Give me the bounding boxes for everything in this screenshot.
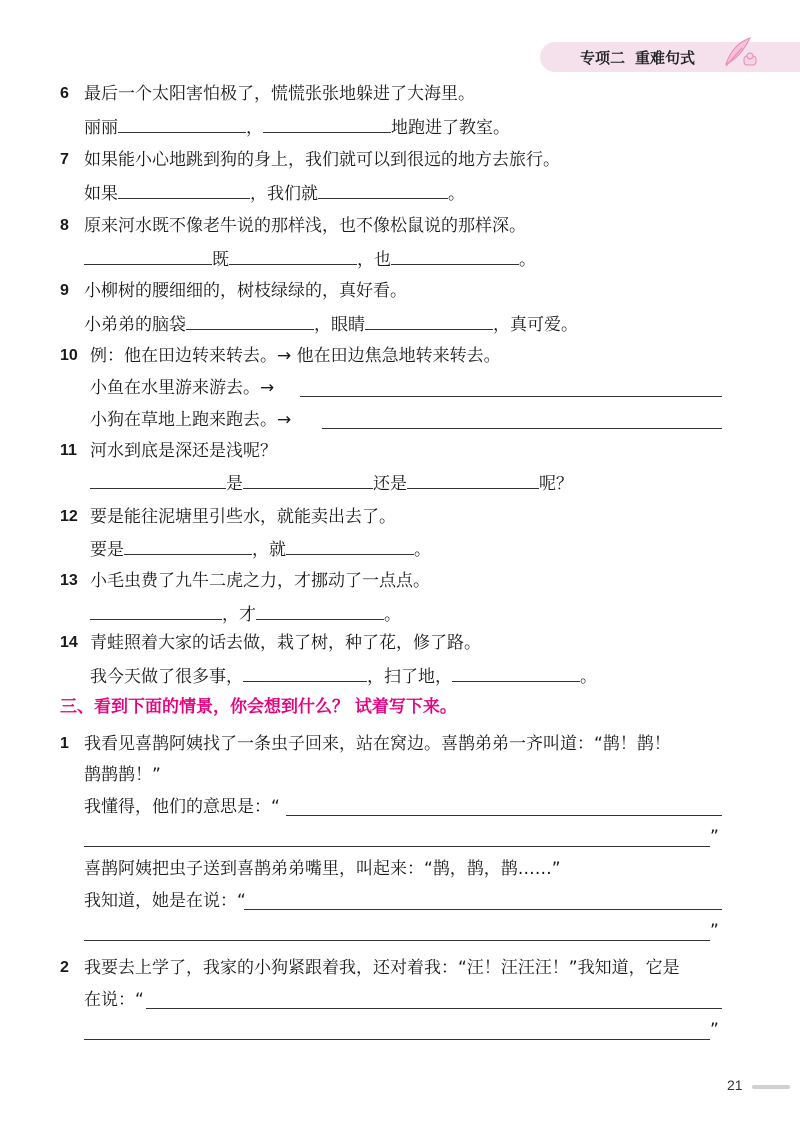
answer-line: 如果 ，我们就 。	[84, 184, 465, 204]
question-sentence: 小柳树的腰细细的，树枝绿绿的，真好看。	[84, 281, 407, 301]
feather-pen-icon	[720, 34, 760, 70]
question-sentence: 要是能往泥塘里引些水，就能卖出去了。	[90, 507, 396, 527]
answer-prompt: 小鱼在水里游来游去。→	[90, 378, 275, 398]
answer-line: 既 ，也 。	[84, 248, 536, 271]
answer-blank[interactable]	[243, 665, 367, 682]
answer-blank[interactable]	[243, 472, 373, 489]
answer-blank[interactable]	[263, 116, 391, 133]
answer-line: 我今天做了很多事， ，扫了地， 。	[90, 667, 597, 687]
answer-underline[interactable]	[244, 909, 722, 910]
question-sentence: 青蛙照着大家的话去做，栽了树，种了花，修了路。	[90, 633, 481, 653]
question-sentence: 最后一个太阳害怕极了，慌慌张张地躲进了大海里。	[84, 84, 475, 104]
question-number: 7	[60, 151, 69, 168]
answer-line: 是 还是 呢？	[90, 472, 573, 495]
question-number: 10	[60, 347, 78, 364]
answer-blank[interactable]	[318, 182, 448, 199]
question-sentence: 河水到底是深还是浅呢？	[90, 441, 277, 461]
answer-line: 要是 ，就 。	[90, 540, 431, 560]
answer-underline[interactable]	[322, 428, 722, 429]
closing-quote: ”	[710, 921, 719, 941]
question-number: 8	[60, 217, 69, 234]
answer-blank[interactable]	[84, 248, 212, 265]
answer-blank[interactable]	[407, 472, 539, 489]
answer-blank[interactable]	[186, 313, 314, 330]
question-sentence: 原来河水既不像老牛说的那样浅，也不像松鼠说的那样深。	[84, 216, 526, 236]
answer-blank[interactable]	[391, 248, 519, 265]
page-number: 21	[727, 1077, 743, 1093]
answer-underline[interactable]	[146, 1008, 722, 1009]
answer-prompt: 在说：“	[84, 990, 144, 1010]
closing-quote: ”	[710, 1020, 719, 1040]
closing-quote: ”	[710, 827, 719, 847]
scenario-text: 我看见喜鹊阿姨找了一条虫子回来，站在窝边。喜鹊弟弟一齐叫道：“鹊！鹊！	[84, 734, 671, 754]
question-number: 13	[60, 572, 78, 589]
answer-underline[interactable]	[84, 1039, 710, 1040]
answer-line: 小弟弟的脑袋 ，眼睛 ，真可爱。	[84, 315, 578, 335]
question-number: 6	[60, 85, 69, 102]
answer-blank[interactable]	[286, 538, 414, 555]
answer-line: ，才 。	[90, 603, 401, 626]
answer-prompt: 我懂得，他们的意思是：“	[84, 797, 280, 817]
question-sentence: 小毛虫费了九牛二虎之力，才挪动了一点点。	[90, 571, 430, 591]
section-tag-label	[580, 47, 695, 68]
answer-underline[interactable]	[286, 815, 722, 816]
answer-line: 丽丽 ， 地跑进了教室。	[84, 118, 510, 138]
answer-blank[interactable]	[256, 603, 384, 620]
section-topic: 重难句式	[635, 49, 696, 67]
answer-blank[interactable]	[90, 603, 222, 620]
answer-blank[interactable]	[118, 182, 250, 199]
scenario-text: 我要去上学了，我家的小狗紧跟着我，还对着我：“汪！汪汪汪！”我知道，它是	[84, 958, 680, 978]
page-number-bar	[752, 1085, 790, 1089]
answer-prompt: 小狗在草地上跑来跑去。→	[90, 410, 292, 430]
section-number: 专项二	[580, 49, 626, 67]
question-number: 1	[60, 735, 69, 752]
answer-underline[interactable]	[84, 940, 710, 941]
question-sentence: 例：他在田边转来转去。→ 他在田边焦急地转来转去。	[90, 346, 501, 366]
scenario-text: 喜鹊阿姨把虫子送到喜鹊弟弟嘴里，叫起来：“鹊，鹊，鹊……”	[84, 859, 561, 879]
question-number: 2	[60, 959, 69, 976]
scenario-text: 鹊鹊鹊！”	[84, 765, 161, 785]
answer-blank[interactable]	[124, 538, 252, 555]
question-number: 11	[60, 442, 77, 459]
answer-blank[interactable]	[229, 248, 357, 265]
answer-blank[interactable]	[90, 472, 226, 489]
answer-blank[interactable]	[452, 665, 580, 682]
answer-blank[interactable]	[365, 313, 493, 330]
answer-underline[interactable]	[84, 846, 710, 847]
answer-underline[interactable]	[300, 396, 722, 397]
question-number: 12	[60, 508, 78, 525]
answer-blank[interactable]	[118, 116, 246, 133]
question-number: 9	[60, 282, 69, 299]
answer-prompt: 我知道，她是在说：“	[84, 891, 246, 911]
question-number: 14	[60, 634, 78, 651]
question-sentence: 如果能小心地跳到狗的身上，我们就可以到很远的地方去旅行。	[84, 150, 560, 170]
section-heading: 三、看到下面的情景，你会想到什么？ 试着写下来。	[60, 697, 457, 717]
